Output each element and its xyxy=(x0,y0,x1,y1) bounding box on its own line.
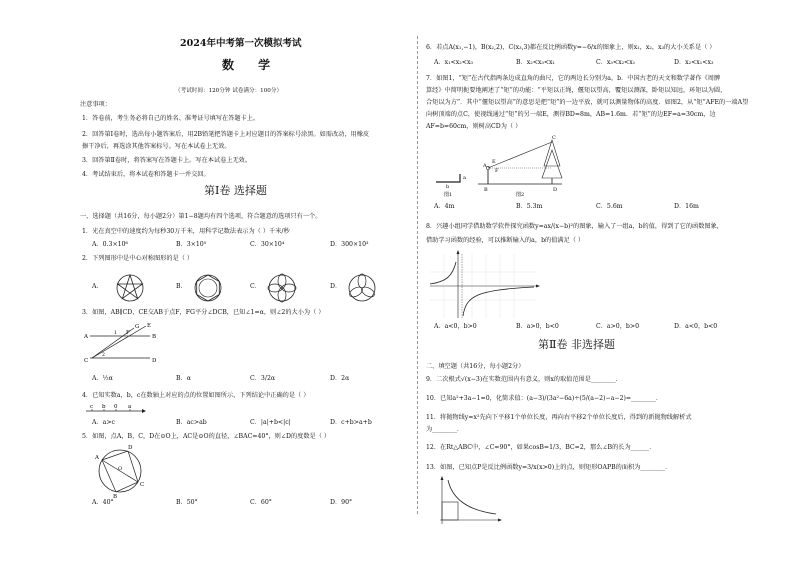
time-score: （考试时间：120分钟 试卷满分：100分） xyxy=(175,88,283,94)
q3-label-e: E xyxy=(147,323,152,329)
q5-opt-c: C．60° xyxy=(250,499,272,506)
q2-opt-b: B． xyxy=(176,283,187,290)
q3-label-1: 1 xyxy=(114,331,117,336)
q4-opt-b: B．ac>ab xyxy=(176,419,207,426)
q11-line-2: 为________． xyxy=(426,426,464,433)
q3-opt-c: C．3/2α xyxy=(250,375,276,382)
q7-opt-d: D．16m xyxy=(674,203,699,210)
q2-figure-d-trefoil xyxy=(342,268,382,308)
q13-figure xyxy=(432,476,502,528)
q5-label-a: A xyxy=(95,455,99,461)
q7-line-1: 7．如图1，“矩”在古代指两条边成直角的曲尺，它的两边长分别为a，b．中国古老的天文和数学著作《周髀 xyxy=(426,75,721,82)
note-2: 2．回答第Ⅰ卷时，选出每小题答案后，用2B铅笔把答题卡上对应题目的答案标号涂黑。如需改动，用橡皮 xyxy=(82,131,370,138)
exam-title: 2024年中考第一次模拟考试 xyxy=(180,38,302,49)
q1-stem: 1．光在真空中的速度约为每秒30万千米，用科学记数法表示为（ ）千米/秒 xyxy=(82,228,290,235)
q7-line-2: 算经》中简明扼要地阐述了“矩”的功能：“平矩以正绳，偃矩以望高，覆矩以测深，卧矩以知远，环矩以为圆， xyxy=(426,87,727,94)
q3-stem: 3．如图，AB∥CD，CE交AB于点F，FG平分∠DCB，已知∠1=α，则∠2的大小为（ ） xyxy=(82,309,325,316)
q8-opt-b: B．a>0，b<0 xyxy=(516,323,559,330)
q4-axis-c: c xyxy=(90,404,94,410)
q8-line-2: 借助学习函数的经验，可以推断输入的a，b的值满足（ ） xyxy=(426,237,585,244)
q3-opt-b: B．α xyxy=(176,375,191,382)
q4-axis-a: a xyxy=(128,404,132,410)
q7-opt-a: A．4m xyxy=(434,203,455,210)
q5-label-c: C xyxy=(140,482,145,488)
q7-label-D: D xyxy=(553,187,558,193)
q2-stem: 2．下列图形中是中心对称图形的是（ ） xyxy=(82,255,194,262)
q4-axis-b: b xyxy=(102,404,106,410)
note-4: 4．考试结束后，将本试卷和答题卡一并交回。 xyxy=(82,171,210,178)
q3-figure xyxy=(84,322,164,368)
q7-label-B: B xyxy=(484,187,488,193)
notes-title: 注意事项： xyxy=(80,101,111,108)
note-2-cont: 擦干净后，再选涂其他答案标号。写在本试卷上无效。 xyxy=(82,143,231,150)
q11-line-1: 11．将抛物线y=x²先向下平移1个单位长度，再向右平移2个单位长度后，得到的新抛物线解析式 xyxy=(426,414,692,421)
q7-figures xyxy=(432,136,612,198)
part1-title: 第Ⅰ卷 选择题 xyxy=(204,184,267,197)
q2-figure-c-petals xyxy=(262,268,302,308)
part2-title: 第Ⅱ卷 非选择题 xyxy=(538,338,615,351)
q2-opt-d: D． xyxy=(330,283,342,290)
q8-opt-d: D．a<0，b<0 xyxy=(674,323,718,330)
q3-label-d: D xyxy=(152,358,157,364)
q5-label-b: B xyxy=(113,494,118,500)
q4-number-line xyxy=(86,402,146,416)
q7-opt-b: B．5.3m xyxy=(516,203,543,210)
q6-opt-a: A．x₁<x₂<x₃ xyxy=(434,59,473,66)
q1-opt-c: C．30×10⁴ xyxy=(250,241,285,248)
q3-label-2: 2 xyxy=(102,353,105,358)
q6-opt-d: D．x₂<x₁<x₃ xyxy=(674,59,714,66)
q3-opt-d: D．2α xyxy=(330,375,350,382)
q3-label-g: G xyxy=(135,324,140,330)
q4-axis-0: 0 xyxy=(114,404,118,410)
q8-opt-c: C．a>0，b>0 xyxy=(596,323,640,330)
q5-opt-b: B．50° xyxy=(176,499,198,506)
q6-opt-b: B．x₂<x₃<x₁ xyxy=(516,59,556,66)
q7-line-3: 合矩以为方”．其中“偃矩以望高”的意思是把“矩”的一边平放，就可以测量物体的高度．如图2，从“矩”AFE的一端A望 xyxy=(426,99,749,106)
q5-opt-a: A．40° xyxy=(92,499,114,506)
q3-label-a: A xyxy=(84,334,88,340)
q2-opt-c: C． xyxy=(250,283,261,290)
q8-function-graph xyxy=(430,252,540,318)
q3-opt-a: A．½α xyxy=(92,375,113,382)
section1-intro: 一、选择题（共16分，每小题2分）第1−8题均有四个选项，符合题意的选项只有一个。 xyxy=(80,213,322,220)
q3-label-c: C xyxy=(84,358,89,364)
subject-title: 数 学 xyxy=(222,58,281,72)
q5-label-d: D xyxy=(128,445,133,451)
q7-fig2-caption: 图2 xyxy=(516,192,525,198)
q7-label-c: C xyxy=(552,135,556,141)
q10: 10．已知a²+3a−1=0，化简求值：(a−3)/(3a²−6a)÷(5/(a−2)−a−2)=________． xyxy=(426,395,663,402)
q8-opt-a: A．a<0，b>0 xyxy=(434,323,477,330)
q1-opt-a: A．0.3×10⁶ xyxy=(92,241,129,248)
q5-stem: 5．如图，点A，B，C，D在⊙O上，AC是⊙O的直径，∠BAC=40°，则∠D的度数是（ ） xyxy=(82,433,331,440)
q7-label-E: E xyxy=(492,159,496,165)
q5-label-o: O xyxy=(118,466,123,472)
note-3: 3．回答第Ⅱ卷时，将答案写在答题卡上。写在本试卷上无效。 xyxy=(82,157,252,164)
q6-opt-c: C．x₃<x₂<x₁ xyxy=(596,59,636,66)
q9: 9．二次根式√(x−3)在实数范围内有意义，则x的取值范围是________． xyxy=(426,376,622,383)
q7-label-A: A xyxy=(483,163,487,169)
q7-line-5: AF=b=60cm，则树高CD为（ ） xyxy=(426,123,522,130)
q13: 13．如图，已知点P是反比例函数y=3/x(x>0)上的点，则矩形OAPB的面积为________． xyxy=(426,464,672,471)
left-column xyxy=(80,0,410,562)
q8-line-1: 8．兴趣小组同学借助数学软件探究函数y=ax/(x−b)²的图象，输入了一组a，b的值，得到了它的函数图象， xyxy=(426,223,723,230)
q2-opt-a: A． xyxy=(92,283,103,290)
q7-fig1-caption: 图1 xyxy=(444,192,453,198)
q7-label-b: b xyxy=(446,184,450,190)
right-column xyxy=(426,0,756,562)
q7-opt-c: C．5.6m xyxy=(596,203,623,210)
q4-stem: 4．已知实数a，b，c在数轴上对应的点的位置如图所示，下列结论中正确的是（ ） xyxy=(82,392,310,399)
q12: 12．在Rt△ABC中，∠C=90°，如果cosB=1/3，BC=2，那么∠B的长为______． xyxy=(426,444,656,451)
q1-opt-b: B．3×10⁵ xyxy=(176,241,207,248)
q6-stem: 6．若点A(x₁,−1)，B(x₂,2)，C(x₃,3)都在反比例函数y=−6/x的图象上，则x₁，x₂，x₃的大小关系是（ ） xyxy=(426,44,716,51)
q3-label-f: F xyxy=(126,330,130,336)
q1-opt-d: D．300×10³ xyxy=(330,241,369,248)
q2-figure-a-pentagram xyxy=(110,268,150,308)
q4-opt-a: A．a>c xyxy=(92,419,115,426)
q4-opt-c: C．|a|+b<|c| xyxy=(250,419,291,426)
q5-opt-d: D．90° xyxy=(330,499,353,506)
q5-circle-figure xyxy=(90,444,150,498)
q4-opt-d: D．c+b>a+b xyxy=(330,419,372,426)
fill-section-title: 二、填空题（共16分，每小题2分） xyxy=(426,363,525,370)
q2-figure-b-hexagon xyxy=(188,268,228,308)
column-divider xyxy=(417,36,418,514)
q7-label-F: F xyxy=(495,168,499,174)
q7-label-a: a xyxy=(463,175,466,181)
q3-label-b: B xyxy=(152,334,157,340)
q7-line-4: 向树顶端的点C，使视线通过“矩”的另一端E，测得BD=8m，AB=1.6m．若“矩”的边EF=a=30cm，边 xyxy=(426,111,716,118)
note-1: 1．答卷前，考生务必将自己的姓名、准考证号填写在答题卡上。 xyxy=(82,115,260,122)
